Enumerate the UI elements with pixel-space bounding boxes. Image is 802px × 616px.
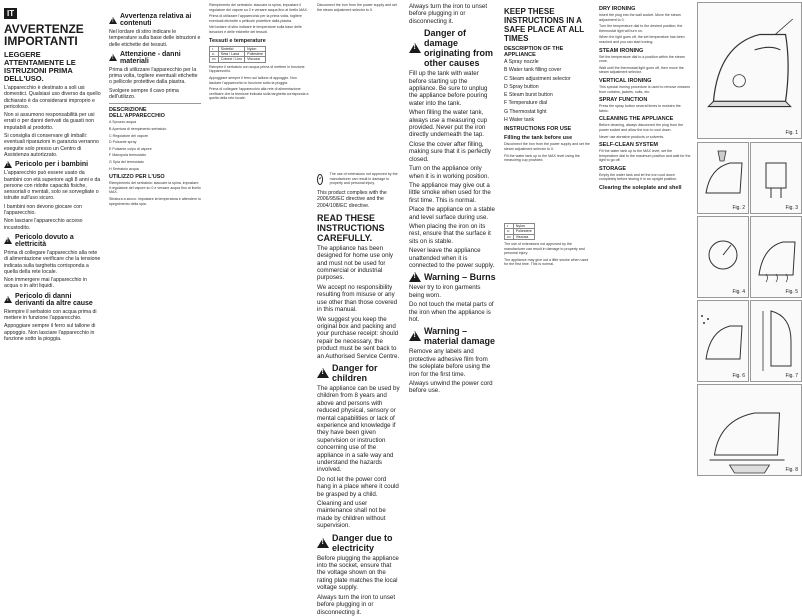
english-column-2 xyxy=(405,0,500,567)
table-row: ••• Cotone / Lino Viscosa xyxy=(210,57,266,62)
english-fine-print: Disconnect the iron from the power supply and set the steam adjustment selector to 0. xyxy=(317,3,397,12)
english-intro: The appliance has been designed for home use only and must not be used for commercial or industrial purposes. We accept no responsibility resulting from misuse or any use other than those covered in this manual. We suggest you keep the original box and packing and your purchase receipt: should repair be necessary, the product must be sent back to an Authorised Service Centre. xyxy=(317,244,400,360)
figure-2: Fig. 2 xyxy=(697,142,749,214)
english-description-heading: DESCRIPTION OF THE APPLIANCE xyxy=(504,46,564,58)
italian-children-text: L'apparecchio può essere usato da bambini con età superiore agli 8 anni e da persone con ridotte capacità fisiche, sensoriali o mentali, solo se sorvegliate o istruite sull'uso sicuro. I bambini non devono giocare con l'apparecchio. Non lasciare l'apparecchio acceso incustodito. xyxy=(4,170,101,231)
italian-attention-heading: ! Attenzione - danni materiali xyxy=(109,51,201,65)
iron-diagram-icon xyxy=(698,3,801,138)
italian-column-2 xyxy=(105,0,205,567)
spray-icon xyxy=(698,301,748,381)
english-instructions-heading: INSTRUCTIONS FOR USE xyxy=(504,126,572,133)
italian-column-3 xyxy=(205,0,313,567)
right-column-text xyxy=(595,0,695,567)
figure-3: Fig. 3 xyxy=(750,142,802,214)
warning-triangle-icon xyxy=(317,368,329,378)
english-safe-heading: KEEP THESE INSTRUCTIONS IN A SAFE PLACE AT ALL TIMES xyxy=(504,7,584,43)
storage-text: Empty the water tank and let the iron cool down completely before storing it in an upright position. xyxy=(599,172,678,182)
plug-icon xyxy=(751,143,801,213)
self-clean-text: Fill the water tank up to the MAX level, set the temperature dial to the maximum position and wait for the light to go off. xyxy=(599,149,691,163)
table-row: • Nylon xyxy=(505,223,535,228)
italian-parts-list: A Spruzzo acqua B Apertura di riempimento serbatoio C Regolatore del vapore D Pulsante spray E Pulsante colpo di vapore F Manopola termostato G Spia del termostato H Serbatoio acqua xyxy=(109,120,167,171)
english-electric-text: Before plugging the appliance into the socket, ensure that the voltage shown on the rating plate matches the local voltage supply. Always turn the iron to unset before plugging in or disconnecting it. xyxy=(317,554,399,616)
italian-use-heading: UTILIZZO PER L'USO xyxy=(109,174,165,181)
soleplate-heading: Clearing the soleplate and shell xyxy=(599,185,682,192)
italian-read-heading: LEGGERE ATTENTAMENTE LE ISTRUZIONI PRIMA DELL'USO. xyxy=(4,50,76,83)
italian-fine-print-2: Riempire il serbatoio con acqua prima di mettere in funzione l'apparecchio. Appoggiare sempre il ferro sul tallone di appoggio. Non lasciare l'apparecchio in funzione sotto la pioggia. Prima di collegare l'apparecchio alla rete di alimentazione verificare che la tensione indicata sulla targhetta corrisponda a quella della rete locale. xyxy=(209,64,309,101)
cleaning-text: Before cleaning, always disconnect the plug from the power socket and allow the iron to cool down. Never use abrasive products or solvents. xyxy=(599,123,684,139)
spray-function-heading: SPRAY FUNCTION xyxy=(599,97,648,104)
warning-triangle-icon xyxy=(4,296,12,303)
table-row: • Sintetici Nylon xyxy=(210,46,266,51)
italian-electric-heading: ! Pericolo dovuto a elettricità xyxy=(4,234,101,248)
english-fine-print-2: The use of extensions not approved by the manufacturer can result in damage to property and personal injury. The appliance may give out a little smoke when used for the first time. This is normal. xyxy=(504,241,589,267)
italian-use-text: Riempimento del serbatoio: staccare la spina, impostare il regolatore del vapore su 0 e versare acqua fino al livello MAX. Stiratura a secco: impostare la temperatura e attendere lo spegnimento della spia. xyxy=(109,181,201,206)
disposal-bin-icon xyxy=(317,174,323,185)
steam-ironing-heading: STEAM IRONING xyxy=(599,47,644,54)
english-children-text: The appliance can be used by children from 8 years and above and persons with reduced physical, sensory or mental capabilities or lack of experience and knowledge if they have been given supervision or instruction concerning use of the appliance in a safe way and understand the hazards involved. Do not let the power cord hang in a place where it could be grasped by a child. Cleaning and user maintenance shall not be made by children without supervision. xyxy=(317,384,400,530)
storage-heading: STORAGE xyxy=(599,165,627,172)
italian-fine-print: Riempimento del serbatoio: staccare la spina, impostare il regolatore del vapore su 0 e versare acqua fino al livello MAX. Prima di utilizzare l'apparecchio per la prima volta, togliere eventuali etichette o pellicole protettive dalla piastra. Nel lordare di stiro indicare le temperature sulla base delle istruzioni e delle etichette dei tessuti. xyxy=(209,3,308,34)
english-burns-text: Never try to iron garments being worn. Do not touch the metal parts of the iron when the appliance is hot. xyxy=(409,284,494,323)
english-material-heading: ! Warning – material damage xyxy=(409,326,496,346)
dry-ironing-text: Insert the plug into the wall socket. Move the steam adjustment to 0. Turn the temperature dial to the desired position; the thermostat light will turn on. When the light goes off, the set temperature has been reached and you can start ironing. xyxy=(599,13,685,44)
figure-4: Fig. 4 xyxy=(697,216,749,298)
english-burns-heading: ! Warning – Burns xyxy=(409,272,496,282)
english-other-text: Fill up the tank with water before starting up the appliance. Be sure to unplug the appliance before pouring water into the tank. When filling the water tank, always use a measuring cup provided. Never put the iron directly underneath the tap. Close the cover after filling, making sure that it is perfectly closed. Turn on the appliance only when it is in working position. The appliance may give out a little smoke when used for the first time. This is normal. Place the appliance on a stable and level surface during use. When placing the iron on its rest, ensure that the surface it sits on is stable. Never leave the appliance unattended when it is connected to the power supply. xyxy=(409,70,495,269)
english-electric-heading: ! Danger due to electricity xyxy=(317,533,401,553)
english-column-3 xyxy=(500,0,595,567)
italian-notice-heading: ! Avvertenza relativa ai contenuti xyxy=(109,13,201,27)
self-clean-heading: SELF-CLEAN SYSTEM xyxy=(599,142,658,149)
table-row: •• Poliestere xyxy=(505,229,535,234)
vertical-steam-icon xyxy=(751,301,801,381)
cleaning-icon xyxy=(698,385,801,475)
english-material-text: Remove any labels and protective adhesive film from the soleplate before using the iron for the first time. Always unwind the power cord before use. xyxy=(409,348,493,395)
english-children-heading: ! Danger for children xyxy=(317,363,401,383)
figure-7: Fig. 7 xyxy=(750,300,802,382)
figure-6: Fig. 6 xyxy=(697,300,749,382)
italian-electric-text: Prima di collegare l'apparecchio alla rete di alimentazione verificare che la tensione indicata sulla targhetta corrisponda a quella della rete locale. Non immergere mai l'apparecchio in acqua o in altri liquidi. xyxy=(4,249,101,290)
divider xyxy=(109,103,201,104)
italian-title: AVVERTENZE IMPORTANTI xyxy=(4,22,84,48)
italian-damage-heading: ! Pericolo di danni derivanti da altre cause xyxy=(4,293,101,307)
english-column-1 xyxy=(313,0,405,616)
warning-triangle-icon xyxy=(4,237,12,244)
temperature-dial-icon xyxy=(698,217,748,297)
italian-fabric-heading: Tessuti e temperature xyxy=(209,37,266,44)
english-important-title: READ THESE INSTRUCTIONS CAREFULLY. xyxy=(317,212,385,243)
water-fill-icon xyxy=(698,143,748,213)
cleaning-heading: CLEANING THE APPLIANCE xyxy=(599,116,674,123)
warning-triangle-icon xyxy=(4,161,12,168)
steam-ironing-text: Set the temperature dial to a position within the steam zone. Wait until the thermostat light goes off, then move the steam adjustment selector. xyxy=(599,54,685,75)
steam-selector-icon xyxy=(751,217,801,297)
english-fabric-table xyxy=(504,223,535,240)
spray-function-text: Press the spray button several times to moisten the fabric. xyxy=(599,104,681,113)
warning-triangle-icon xyxy=(317,538,329,548)
table-row: ••• Viscosa xyxy=(505,234,535,239)
figure-8: Fig. 8 xyxy=(697,384,802,476)
italian-description-heading: DESCRIZIONE DELL'APPARECCHIO xyxy=(109,107,165,120)
vertical-ironing-text: This special ironing procedure is used to remove creases from curtains, jackets, suits, etc. xyxy=(599,84,690,94)
vertical-ironing-heading: VERTICAL IRONING xyxy=(599,77,652,84)
language-tag: IT xyxy=(4,8,17,19)
table-row: •• Seta / Lana Poliestere xyxy=(210,51,266,56)
english-filling-heading: Filling the tank before use xyxy=(504,135,573,142)
english-other-heading: ! Danger of damage originating from other causes xyxy=(409,28,496,68)
fabric-temperature-table xyxy=(209,46,266,63)
warning-triangle-icon xyxy=(109,54,117,61)
figure-5: Fig. 5 xyxy=(750,216,802,298)
italian-children-heading: ! Pericolo per i bambini xyxy=(4,161,101,168)
english-directive-text: This product complies with the 2006/95/EC directive and the 2004/108/EC directive. xyxy=(317,189,387,209)
warning-triangle-icon xyxy=(409,331,421,341)
warning-triangle-icon xyxy=(109,17,117,24)
italian-damage-text: Riempire il serbatoio con acqua prima di mettere in funzione l'apparecchio. Appoggiare sempre il ferro sul tallone di appoggio. Non lasciare l'apparecchio in funzione sotto la pioggia. xyxy=(4,308,97,342)
warning-triangle-icon xyxy=(409,272,421,282)
english-filling-text: Disconnect the iron from the power supply and set the steam adjustment selector to 0. Fill the water tank up to the MAX level using the measuring cup provided. xyxy=(504,142,590,163)
warning-triangle-icon xyxy=(409,43,421,53)
disposal-section: The use of extensions not approved by the manufacturer can result in damage to property and personal injury. xyxy=(317,172,401,186)
figure-1: Fig. 1 xyxy=(697,2,802,139)
italian-column-1 xyxy=(0,0,105,567)
dry-ironing-heading: DRY IRONING xyxy=(599,6,636,12)
italian-intro: L'apparecchio è destinato a soli usi domestici. Qualsiasi uso diverso da quello dichiarato è da considerarsi improprio e pericoloso. Non si assumono responsabilità per usi errati o per danni derivati da guasti non imputabili al prodotto. Si consiglia di conservare gli imballi: eventuali riparazioni in garanzia verranno eseguite solo presso un Centro di Assistenza autorizzato. xyxy=(4,85,101,158)
italian-attention-text: Prima di utilizzare l'apparecchio per la prima volta, togliere eventuali etichette o pellicole protettive dalla piastra. Svolgere sempre il cavo prima dell'utilizzo. xyxy=(109,66,198,101)
english-parts-list: A Spray nozzle B Water tank filling cover C Steam adjustment selector D Spray button E Steam burst button F Temperature dial G Thermostat light H Water tank xyxy=(504,59,571,124)
italian-notice-text: Nel lordare di stiro indicare le temperature sulla base delle istruzioni e delle etichette dei tessuti. xyxy=(109,29,201,48)
english-continued: Always turn the iron to unset before plugging in or disconnecting it. xyxy=(409,3,488,25)
